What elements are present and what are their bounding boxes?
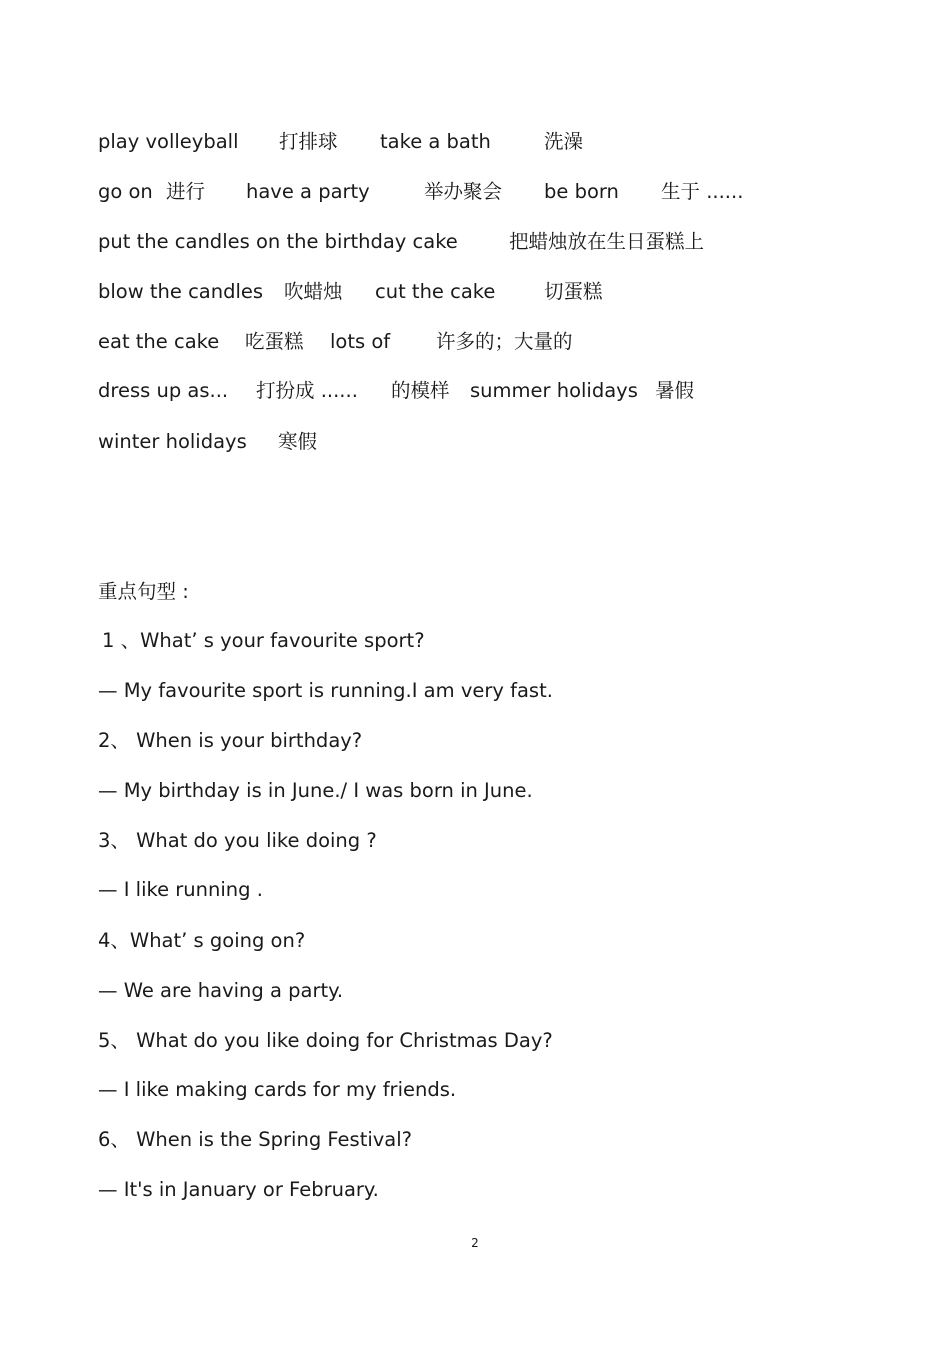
vocab-translation: 打排球	[279, 130, 338, 153]
vocab-phrase: winter holidays	[98, 430, 247, 453]
vocab-translation: 举办聚会	[424, 180, 503, 203]
vocab-translation: 生于 ......	[661, 180, 744, 203]
vocab-phrase: cut the cake	[375, 280, 496, 303]
vocab-translation: 暑假	[655, 379, 695, 402]
section-heading: 重点句型 :	[98, 580, 189, 603]
vocab-translation: 的模样	[391, 379, 450, 402]
vocab-phrase: put the candles on the birthday cake	[98, 230, 458, 253]
sentence-answer-1: — My favourite sport is running.I am very fast.	[98, 679, 553, 702]
vocab-phrase: eat the cake	[98, 330, 220, 353]
page-number: 2	[471, 1236, 479, 1250]
vocab-translation: 进行	[166, 180, 206, 203]
vocab-phrase: summer holidays	[470, 379, 638, 402]
sentence-answer-4: — We are having a party.	[98, 979, 344, 1002]
vocab-translation: 吹蜡烛	[284, 280, 343, 303]
sentence-question-2: 2、 When is your birthday?	[98, 729, 363, 752]
vocab-translation: 洗澡	[544, 130, 584, 153]
vocab-translation: 打扮成 ......	[256, 379, 358, 402]
vocab-translation: 吃蛋糕	[245, 330, 304, 353]
vocab-phrase: be born	[544, 180, 619, 203]
sentence-answer-6: — It's in January or February.	[98, 1178, 379, 1201]
vocab-translation: 寒假	[278, 430, 318, 453]
vocab-phrase: dress up as...	[98, 379, 229, 402]
vocab-phrase: take a bath	[380, 130, 491, 153]
sentence-answer-3: — I like running .	[98, 878, 263, 901]
vocab-translation: 把蜡烛放在生日蛋糕上	[509, 230, 705, 253]
sentence-answer-2: — My birthday is in June./ I was born in June.	[98, 779, 533, 802]
sentence-question-4: 4、What’ s going on?	[98, 929, 306, 952]
vocab-phrase: play volleyball	[98, 130, 239, 153]
sentence-question-3: 3、 What do you like doing ?	[98, 829, 377, 852]
vocab-translation: 许多的；大量的	[436, 330, 573, 353]
vocab-phrase: blow the candles	[98, 280, 264, 303]
vocab-phrase: lots of	[330, 330, 391, 353]
vocab-phrase: have a party	[246, 180, 370, 203]
sentence-answer-5: — I like making cards for my friends.	[98, 1078, 457, 1101]
sentence-question-5: 5、 What do you like doing for Christmas Day?	[98, 1029, 553, 1052]
sentence-question-1: 1 、What’ s your favourite sport?	[102, 629, 425, 652]
vocab-translation: 切蛋糕	[544, 280, 603, 303]
vocab-phrase: go on	[98, 180, 153, 203]
sentence-question-6: 6、 When is the Spring Festival?	[98, 1128, 413, 1151]
